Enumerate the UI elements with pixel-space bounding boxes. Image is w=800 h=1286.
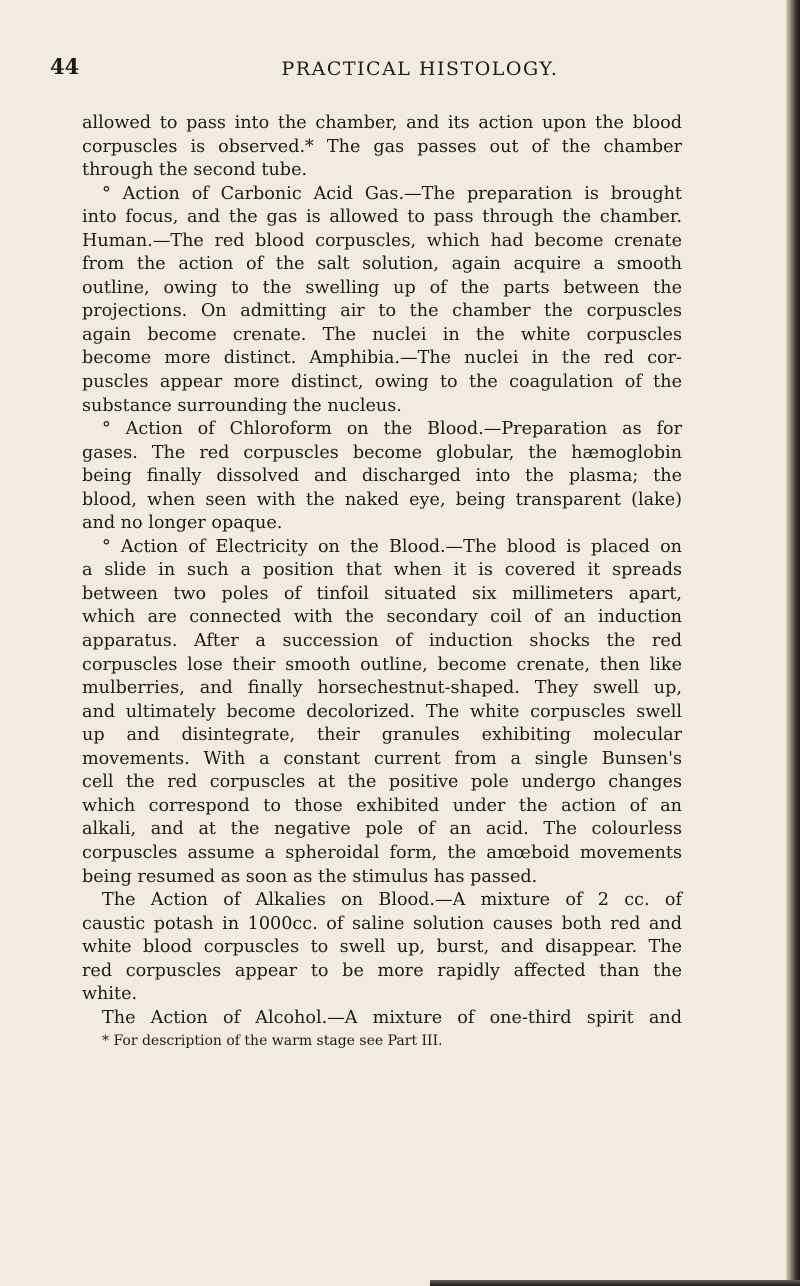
text-line: which are connected with the secondary coil of an induction xyxy=(82,607,682,628)
text-line: ° Action of Chloroform on the Blood.—Preparation as for xyxy=(102,419,682,440)
text-line: movements. With a constant current from a single Bunsen's xyxy=(82,748,682,769)
text-line: puscles appear more distinct, owing to the coagulation of the xyxy=(82,372,682,393)
text-line: a slide in such a position that when it is covered it spreads xyxy=(82,560,682,581)
body-text xyxy=(82,112,682,1052)
page-binding-edge xyxy=(786,0,800,1286)
text-line: through the second tube. xyxy=(82,160,308,181)
text-line: apparatus. After a succession of induction shocks the red xyxy=(82,631,682,652)
text-line: blood, when seen with the naked eye, being transparent (lake) xyxy=(82,489,682,510)
text-line: Human.—The red blood corpuscles, which had become crenate xyxy=(82,230,682,251)
text-line: into focus, and the gas is allowed to pass through the chamber. xyxy=(82,207,682,228)
text-line: outline, owing to the swelling up of the parts between the xyxy=(82,277,682,298)
text-line: The Action of Alkalies on Blood.—A mixture of 2 cc. of xyxy=(102,890,682,911)
text-line: and no longer opaque. xyxy=(82,513,283,534)
text-line: ° Action of Electricity on the Blood.—The blood is placed on xyxy=(102,536,682,557)
footnote: * For description of the warm stage see Part III. xyxy=(102,1033,443,1050)
text-line: being resumed as soon as the stimulus has passed. xyxy=(82,866,538,887)
text-line: again become crenate. The nuclei in the white corpuscles xyxy=(82,324,682,345)
text-line: mulberries, and finally horsechestnut-shaped. They swell up, xyxy=(82,678,682,699)
text-line: ° Action of Carbonic Acid Gas.—The preparation is brought xyxy=(102,183,682,204)
text-line: substance surrounding the nucleus. xyxy=(82,395,402,416)
text-line: white blood corpuscles to swell up, burst, and disappear. The xyxy=(82,937,682,958)
text-line: up and disintegrate, their granules exhibiting molecular xyxy=(82,725,682,746)
text-line: projections. On admitting air to the chamber the corpuscles xyxy=(82,301,682,322)
text-line: caustic potash in 1000cc. of saline solution causes both red and xyxy=(82,913,682,934)
text-line: allowed to pass into the chamber, and its action upon the blood xyxy=(82,113,682,133)
text-line: The Action of Alcohol.—A mixture of one-third spirit and xyxy=(102,1007,682,1028)
text-line: and ultimately become decolorized. The white corpuscles swell xyxy=(82,701,682,722)
text-line: gases. The red corpuscles become globular, the hæmoglobin xyxy=(82,442,682,463)
text-line: between two poles of tinfoil situated six millimeters apart, xyxy=(82,583,682,604)
text-line: corpuscles assume a spheroidal form, the amœboid movements xyxy=(82,842,682,863)
text-line: become more distinct. Amphibia.—The nuclei in the red cor- xyxy=(82,348,682,369)
page-number: 44 xyxy=(50,54,80,79)
text-line: being finally dissolved and discharged into the plasma; the xyxy=(82,466,682,487)
text-line: corpuscles is observed.* The gas passes out of the chamber xyxy=(82,136,682,157)
page-header xyxy=(50,54,750,84)
text-line: which correspond to those exhibited under the action of an xyxy=(82,795,682,816)
text-line: corpuscles lose their smooth outline, become crenate, then like xyxy=(82,654,682,675)
running-head: PRACTICAL HISTOLOGY. xyxy=(281,58,559,80)
text-line: cell the red corpuscles at the positive pole undergo changes xyxy=(82,772,682,793)
text-line: red corpuscles appear to be more rapidly affected than the xyxy=(82,960,682,981)
text-line: white. xyxy=(82,984,138,1005)
text-line: alkali, and at the negative pole of an acid. The colourless xyxy=(82,819,682,840)
text-line: from the action of the salt solution, again acquire a smooth xyxy=(82,254,682,275)
page-bottom-shadow xyxy=(430,1280,800,1286)
